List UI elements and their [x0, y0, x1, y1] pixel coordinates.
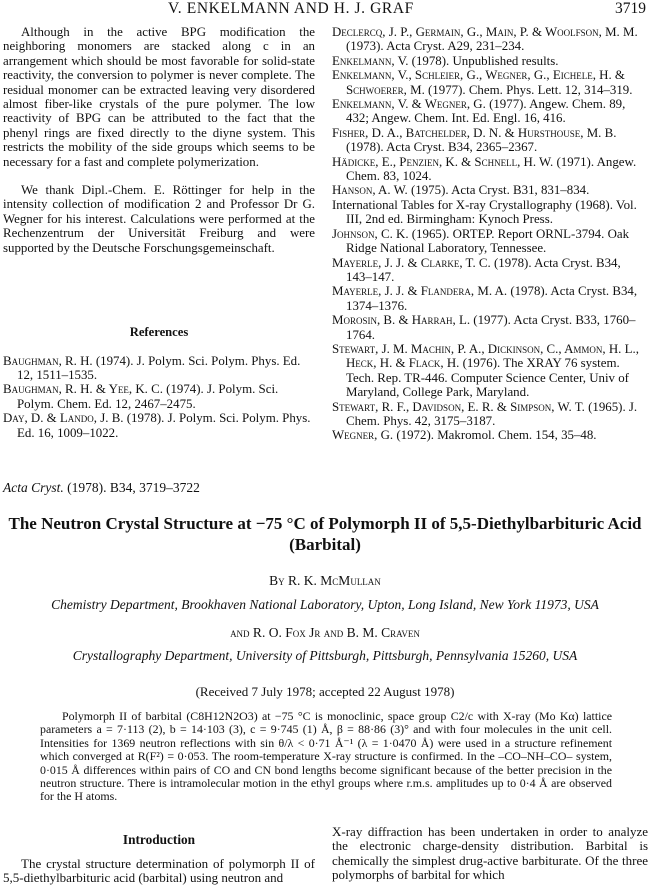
acknowledgements-paragraph: We thank Dipl.-Chem. E. Röttinger for help in the intensity collection of modification 2 and Professor Dr G. Wegner for his interest. Calculations were performed at the Rechenzentrum der Universität Freiburg and were supported by the Deutsche Forschungsgemeinschaft.: [3, 183, 315, 255]
reference-entry: Day, D. & Lando, J. B. (1978). J. Polym. Sci. Polym. Phys. Ed. 16, 1009–1022.: [3, 411, 311, 440]
reference-entry: Enkelmann, V. (1978). Unpublished results.: [332, 53, 559, 68]
reference-entry: Johnson, C. K. (1965). ORTEP. Report ORNL-3794. Oak Ridge National Laboratory, Tennessee.: [332, 226, 630, 256]
right-column-references: [332, 25, 648, 443]
affiliation-1: Chemistry Department, Brookhaven National Laboratory, Upton, Long Island, New York 11973, USA: [51, 597, 599, 612]
reference-entry: Baughman, R. H. & Yee, K. C. (1974). J. Polym. Sci. Polym. Chem. Ed. 12, 2467–2475.: [3, 382, 279, 411]
reference-entry: Hanson, A. W. (1975). Acta Cryst. B31, 831–834.: [332, 183, 590, 198]
reference-entry: Stewart, J. M. Machin, P. A., Dickinson, C., Ammon, H. L., Heck, H. & Flack, H. (1976). The XRAY 76 system. Tech. Rep. TR-446. Computer Science Center, Univ of Maryland, College Park, Maryland.: [332, 341, 639, 400]
reference-entry: Hädicke, E., Penzien, K. & Schnell, H. W. (1971). Angew. Chem. 83, 1024.: [332, 154, 637, 184]
reference-entry: Wegner, G. (1972). Makromol. Chem. 154, 35–48.: [332, 428, 597, 443]
references-heading: References: [129, 325, 189, 340]
reference-entry: Enkelmann, V., Schleier, G., Wegner, G., Eichele, H. & Schwoerer, M. (1977). Chem. Phys. Lett. 12, 314–319.: [332, 68, 633, 97]
introduction-left-column: [3, 857, 315, 886]
introduction-text-left: The crystal structure determination of polymorph II of 5,5-diethylbarbituric acid (barbital) using neutron and: [3, 856, 315, 886]
received-dates: (Received 7 July 1978; accepted 22 August 1978): [195, 684, 455, 699]
page-number: 3719: [615, 0, 646, 17]
introduction-right-column: [332, 825, 648, 883]
author-line-1: By R. K. McMullan: [269, 573, 381, 588]
affiliation-2: Crystallography Department, University of Pittsburgh, Pittsburgh, Pennsylvania 15260, USA: [72, 648, 578, 663]
reference-entry: Morosin, B. & Harrah, L. (1977). Acta Cryst. B33, 1760–1764.: [332, 313, 636, 342]
left-references-list: [3, 354, 315, 440]
reference-entry: Mayerle, J. J. & Flandera, M. A. (1978). Acta Cryst. B34, 1374–1376.: [332, 284, 638, 313]
reference-entry: Baughman, R. H. (1974). J. Polym. Sci. Polym. Phys. Ed. 12, 1511–1535.: [3, 353, 301, 382]
abstract-text: Polymorph II of barbital (C8H12N2O3) at −75 °C is monoclinic, space group C2/c with X-ray (Mo Kα) lattice parameters a = 7·113 (2), b = 14·103 (3), c = 9·745 (1) Å, β = 88·86 (3)° and with four molecules in the unit cell. Intensities for 1369 neutron reflections with sin θ/λ < 0·71 Å⁻¹ (λ = 1·0470 Å) were used in a structure refinement which converged at R(F²) = 0·053. The room-temperature X-ray structure is confirmed. In the –CO–NH–CO– system, 0·015 Å differences within pairs of CO and CN bond lengths become significant because of the better precision in the neutron structure. There is intramolecular motion in the ethyl groups where r.m.s. amplitudes up to 0·4 Å are observed for the H atoms.: [40, 709, 612, 804]
article-title: The Neutron Crystal Structure at −75 °C of Polymorph II of 5,5-Diethylbarbituric Acid (Barbital): [8, 514, 642, 554]
left-column: [3, 25, 315, 440]
reference-entry: International Tables for X-ray Crystallography (1968). Vol. III, 2nd ed. Birmingham: Kynoch Press.: [332, 197, 637, 227]
running-title: V. ENKELMANN AND H. J. GRAF: [168, 0, 414, 17]
reference-entry: Declercq, J. P., Germain, G., Main, P. & Woolfson, M. M. (1973). Acta Cryst. A29, 231–234.: [332, 25, 638, 54]
reference-entry: Mayerle, J. J. & Clarke, T. C. (1978). Acta Cryst. B34, 143–147.: [332, 255, 621, 284]
conclusion-paragraph: Although in the active BPG modification the neighboring monomers are stacked along c in an arrangement which should be most favorable for solid-state reactivity, the conversion to polymer is never complete. The residual monomer can be extracted leaving very disordered almost fiber-like crystals of the pure polymer. The low reactivity of BPG can be attributed to the fact that the phenyl rings are fixed directly to the diyne system. This restricts the mobility of the side groups which seems to be necessary for a fast and complete polymerization.: [3, 25, 315, 169]
journal-citation: Acta Cryst. (1978). B34, 3719–3722: [3, 480, 200, 495]
introduction-heading: Introduction: [122, 832, 196, 847]
author-line-2: and R. O. Fox Jr and B. M. Craven: [230, 625, 420, 640]
reference-entry: Stewart, R. F., Davidson, E. R. & Simpson, W. T. (1965). J. Chem. Phys. 42, 3175–3187.: [332, 399, 638, 428]
running-header: [0, 0, 650, 20]
introduction-text-right: X-ray diffraction has been undertaken in order to analyze the electronic charge-density distribution. Barbital is chemically the simplest drug-active barbiturate. Of the three polymorphs of barbital for which: [332, 824, 648, 883]
abstract: [40, 710, 612, 804]
reference-entry: Fisher, D. A., Batchelder, D. N. & Hursthouse, M. B. (1978). Acta Cryst. B34, 2365–2367.: [332, 125, 617, 155]
reference-entry: Enkelmann, V. & Wegner, G. (1977). Angew. Chem. 89, 432; Angew. Chem. Int. Ed. Engl. 16, 416.: [332, 97, 626, 126]
